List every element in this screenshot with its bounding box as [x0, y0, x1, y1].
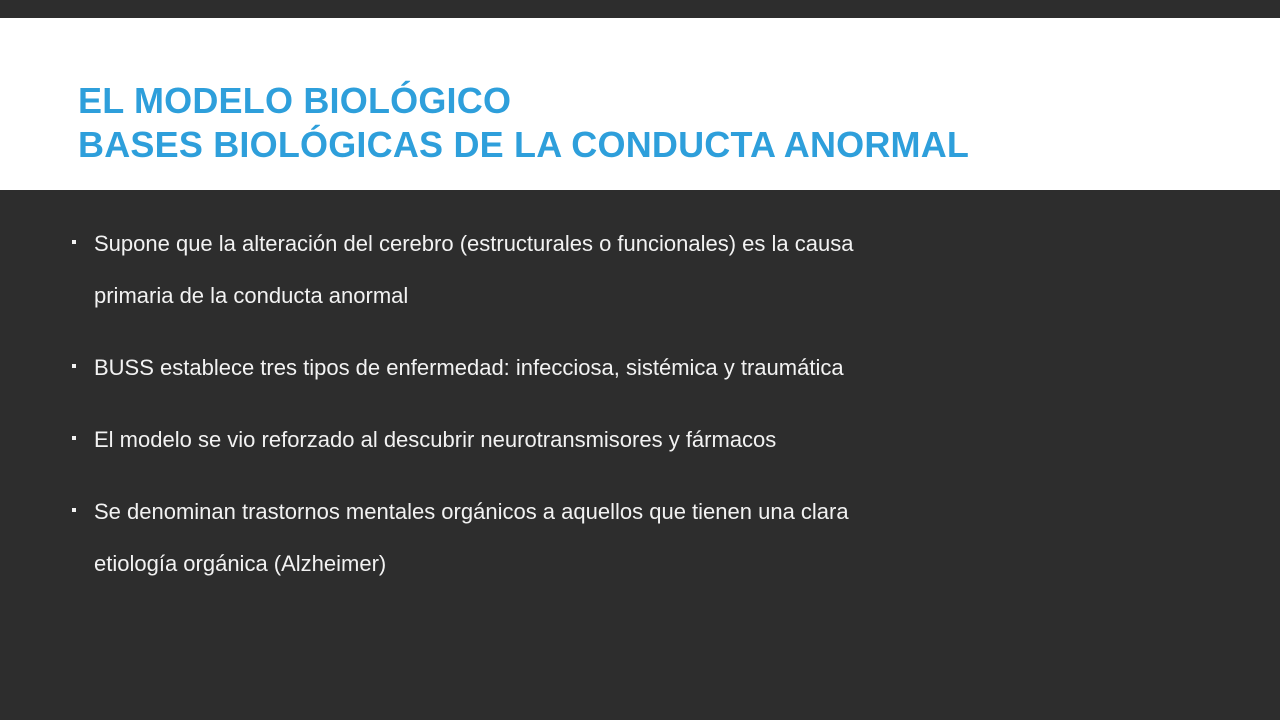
- bullet-square-icon: [72, 364, 76, 368]
- bullet-square-icon: [72, 240, 76, 244]
- bullet-text: BUSS establece tres tipos de enfermedad: infecciosa, sistémica y traumática: [94, 355, 844, 380]
- bullet-text: Se denominan trastornos mentales orgánicos a aquellos que tienen una clara etiología orgánica (Alzheimer): [94, 499, 849, 576]
- bullet-text: El modelo se vio reforzado al descubrir neurotransmisores y fármacos: [94, 427, 777, 452]
- bullet-square-icon: [72, 508, 76, 512]
- bullet-square-icon: [72, 436, 76, 440]
- bullet-item: [72, 486, 872, 590]
- slide-title-line-2: BASES BIOLÓGICAS DE LA CONDUCTA ANORMAL: [78, 124, 970, 165]
- bullet-item: [72, 342, 872, 394]
- slide-title: [78, 79, 969, 167]
- bullet-text: Supone que la alteración del cerebro (estructurales o funcionales) es la causa primaria de la conducta anormal: [94, 231, 854, 308]
- slide-title-line-1: EL MODELO BIOLÓGICO: [78, 80, 512, 121]
- bullet-item: [72, 414, 872, 466]
- bullet-list: [72, 218, 872, 610]
- bullet-item: [72, 218, 872, 322]
